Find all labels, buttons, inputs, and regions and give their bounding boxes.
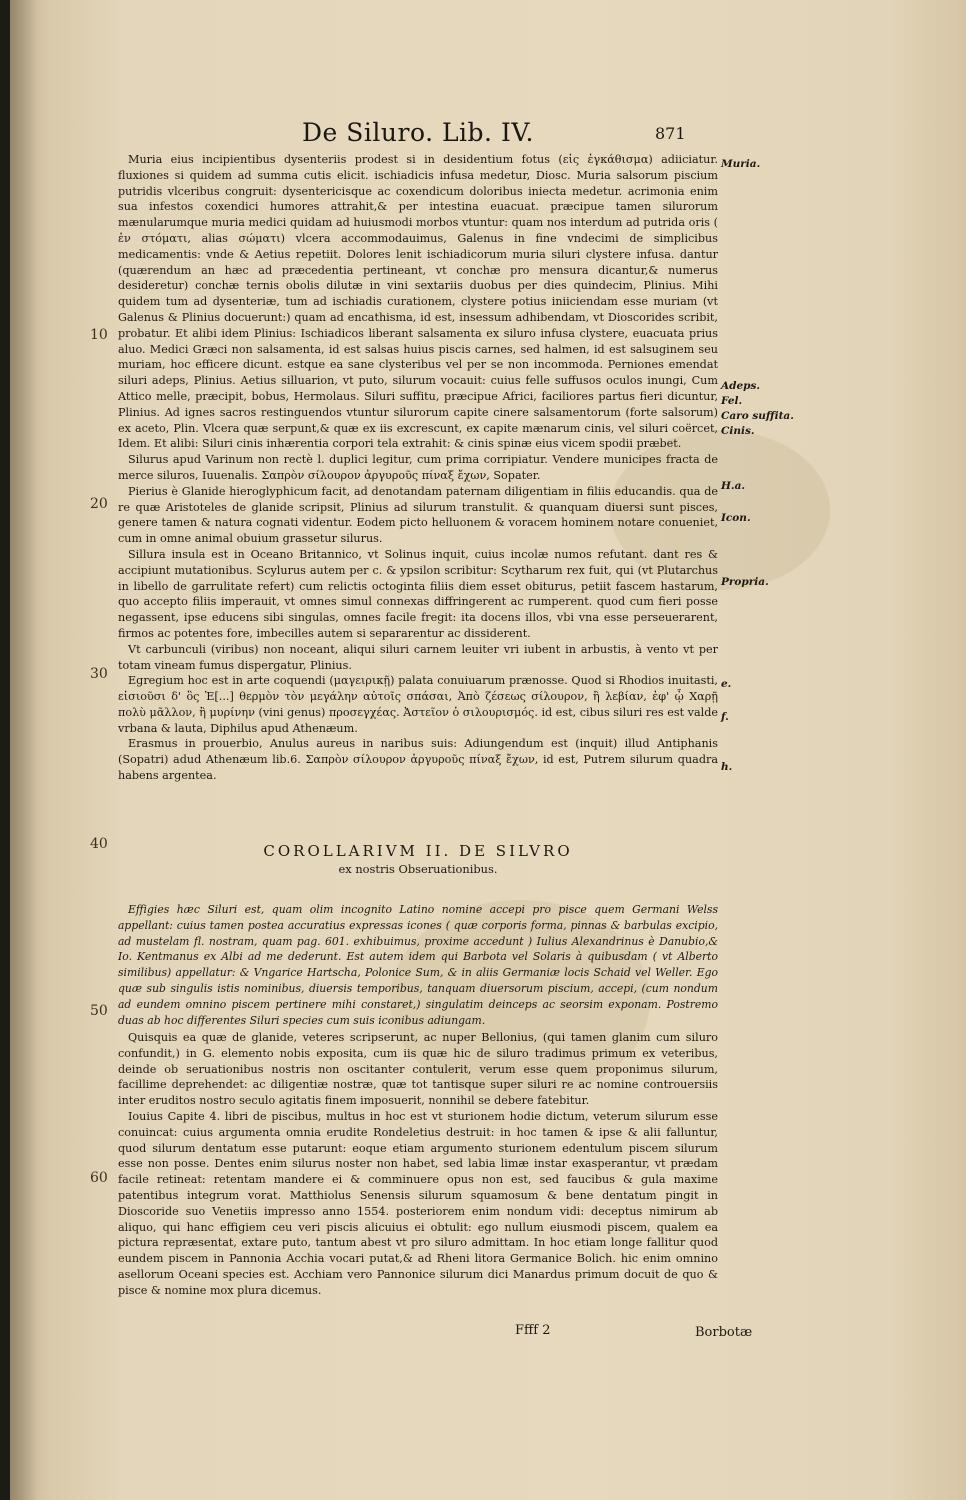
margin-note: Adeps. [721,380,761,392]
paragraph-egregium: Egregium hoc est in arte coquendi (μαγειρικῇ) palata conuiuarum prænosse. Quod si Rhodios inuitasti, εἰσιοῦσι δ' ὃς Ἐ[...] θερμὸν τὸν μεγάλην αὐτοῖς σπάσαι, Ἀπὸ ζέσεως σίλουρον, ἢ λεβίαν, ἐφ' ᾧ Χαρῇ πολὺ μᾶλλον, ἢ μυρίνην (vini genus) προσεγχέας. Ἀστεῖον ὁ σιλουρισμός. id est, cibus siluri res est valde vrbana & lauta, Diphilus apud Athenæum. [118,674,718,735]
observations-block [118,1030,718,1299]
paragraph-quisquis: Quisquis ea quæ de glanide, veteres scripserunt, ac nuper Bellonius, (qui tamen glanim cum siluro confundit,) in G. elemento nobis exposita, cum iis quæ hic de siluro tradimus primum ex veteribus, deinde ob seruationibus nostris non oscitanter contulerit, verum esse quem proponimus silurum, facillime deprehendet: ac diligentiæ nostræ, quæ tot tantisque super siluri re ac nomine controuersiis inter eruditos nostro seculo agitatis finem imposuerit, nonnihil se debere fatebitur. [118,1031,718,1108]
margin-note: H.a. [721,480,746,492]
margin-note: Propria. [721,576,769,588]
running-title: De Siluro. Lib. IV. [302,118,534,147]
page-header [10,118,966,148]
margin-note: Muria. [721,158,761,170]
main-text-block [118,152,718,784]
page-number: 871 [655,124,686,143]
signature-mark: Ffff 2 [515,1323,551,1338]
line-number: 40 [90,836,108,852]
line-number: 20 [90,496,108,512]
line-number: 60 [90,1170,108,1186]
margin-note: e. [721,678,732,690]
margin-note: h. [721,761,733,773]
margin-note: Caro suffita. [721,410,794,422]
margin-note: Cinis. [721,425,755,437]
paragraph-sillura: Sillura insula est in Oceano Britannico, vt Solinus inquit, cuius incolæ numos refutant. dant res & accipiunt mutationibus. Scylurus autem per c. & ypsilon scribitur: Scytharum rex fuit, qui (vt Plutarchus in libello de garrulitate refert) cum relictis octoginta filiis diem esset obiturus, petiit fascem hastarum, quo accepto filiis imperauit, vt omnes simul connexas diffringerent ac rumperent. quod cum fieri posse negassent, ipse educens sibi singulas, omnes facile fregit: ita docens illos, vbi vna esse perseuerarent, firmos ac potentes fore, imbecilles autem si separarentur ac dissiderent. [118,547,718,640]
margin-note: Fel. [721,395,743,407]
paragraph-iouius: Iouius Capite 4. libri de piscibus, multus in hoc est vt sturionem hodie dictum, veterum silurum esse conuincat: cuius argumenta omnia erudite Rondeletius destruit: in hoc tamen & ipse & alii falluntur, quod silurum dentatum esse putarunt: eoque etiam argumento sturionem edentulum piscem silurum esse non posse. Dentes enim silurus noster non habet, sed labia limæ instar exasperantur, vt prædam facile retineat: retentam mandere ei & comminuere opus non est, sed faucibus & gula maxime patentibus integrum vorat. Matthiolus Senensis silurum squamosum & bene dentatum pingit in Dioscoride suo Venetiis impresso anno 1554. posteriorem enim nondum vidi: deceptus nimirum ab aliquo, qui hanc effigiem ceu veri piscis alicuius ei obtulit: ego nullum eiusmodi piscem, qualem ea pictura repræsentat, extare puto, tantum abest vt pro siluro admittam. In hoc etiam longe fallitur quod eundem piscem in Pannonia Acchia vocari putat,& ad Rheni litora Germanice Bolich. hic enim omnino asellorum Oceani species est. Acchiam vero Pannonice silurum dici Manardus primum docuit de quo & pisce & nomine mox plura dicemus. [118,1109,718,1297]
line-number: 10 [90,327,108,343]
paragraph-muria: Muria eius incipientibus dysenteriis prodest si in desidentium fotus (εἰς ἐγκάθισμα) adiiciatur. fluxiones si quidem ad summa cutis elicit. ischiadicis infusa medetur, Diosc. Muria salsorum piscium putridis vlceribus congruit: dysentericisque ac coxendicum doloribus iniecta medetur. acrimonia enim sua infestos coxendici humores attrahit,& per intestina euacuat. præcipue tamen silurorum mænularumque muria medici quidam ad huiusmodi morbos vtuntur: quam nos interdum ad putrida oris ( ἐν στόματι, alias σώματι) vlcera accommodauimus, Galenus in fine vndecimi de simplicibus medicamentis: vnde & Aetius repetiit. Dolores lenit ischiadicorum muria siluri clystere infusa. dantur (quærendum an hæc ad præcedentia pertineant, vt conchæ pro mensura dicantur,& numerus desideretur) conchæ ternis obolis dilutæ in vini sextariis duobus per dies quindecim, Plinius. Mihi quidem tum ad dysenteriæ, tum ad ischiadis curationem, clystere potius iniiciendam esse muriam (vt Galenus & Plinius docuerunt:) quam ad encathisma, id est, insessum adhibendam, vt Dioscorides scribit, probatur. Et alibi idem Plinius: Ischiadicos liberant salsamenta ex siluro infusa clystere, euacuata prius aluo. Medici Græci non salsamenta, id est salsas huius piscis carnes, sed halmen, id est salsuginem seu muriam, hoc efficere dicunt. estque ea sane clysteribus vel per se non incommoda. Perniones emendat siluri adeps, Plinius. Aetius silluarion, vt puto, silurum vocauit: cuius felle suffusos oculos inungi, Cum Attico melle, præcipit, bobus, Hermolaus. Siluri suffitu, præcipue Africi, faciliores partus fieri dicuntur, Plinius. Ad ignes sacros restinguendos vtuntur silurorum capite cinere salsamentorum (forte salsorum) ex aceto, Plin. Vlcera quæ serpunt,& quæ ex iis excrescunt, ex capite mænarum cinis, vel siluri coërcet, Idem. Et alibi: Siluri cinis inhærentia corpori tela extrahit: & cinis spinæ eius vicem spodii præbet. [118,153,718,451]
corollary-title: COROLLARIVM II. DE SILVRO [263,842,573,860]
paragraph-varinus: Silurus apud Varinum non rectè l. duplici legitur, cum prima corripiatur. Vendere municipes fracta de merce siluros, Iuuenalis. Σαπρὸν σίλουρον ἀργυροῦς πίναξ ἔχων, Sopater. [118,453,718,482]
line-number: 50 [90,1003,108,1019]
paragraph-carbunculi: Vt carbunculi (viribus) non noceant, aliqui siluri carnem leuiter vri iubent in arbustis, à vento vt per totam vineam fumus dispergatur, Plinius. [118,642,718,672]
paragraph-erasmus: Erasmus in prouerbio, Anulus aureus in naribus suis: Adiungendum est (inquit) illud Antiphanis (Sopatri) adud Athenæum lib.6. Σαπρὸν σίλουρον ἀργυροῦς πίναξ ἔχων, id est, Putrem silurum quadra habens argentea. [118,737,718,783]
image-caption-block [118,902,718,1028]
catchword: Borbotæ [695,1325,753,1340]
image-caption: Effigies hæc Siluri est, quam olim incognito Latino nomine accepi pro pisce quem Germani Welss appellant: cuius tamen postea accuratius expressas icones ( quæ corporis forma, pinnas & barbulas excipio, ad mustelam fl. nostram, quam pag. 601. exhibuimus, proxime accedunt ) Iulius Alexandrinus è Danubio,& Io. Kentmanus ex Albi ad me dederunt. Est autem idem qui Barbota vel Solaris à quibusdam ( vt Alberto similibus) appellatur: & Vngarice Hartscha, Polonice Sum, & in aliis Germaniæ locis Schaid vel Weller. Ego quæ sub singulis istis nominibus, diuersis temporibus, tanquam diuersorum piscium, accepi, (cum nondum ad eundem omnino piscem pertinere mihi constaret,) singulatim deinceps ac seorsim exponam. Postremo duas ab hoc differentes Siluri species cum suis iconibus adiungam. [118,903,718,1027]
book-page [10,0,966,1500]
margin-note: Icon. [721,512,751,524]
line-number: 30 [90,666,108,682]
corollary-subtitle: ex nostris Obseruationibus. [338,862,498,876]
corollary-heading [118,842,718,876]
margin-note: f. [721,711,729,723]
paragraph-pierius: Pierius è Glanide hieroglyphicum facit, ad denotandam paternam diligentiam in filiis educandis. qua de re quæ Aristoteles de glanide scripsit, Plinius ad silurum transtulit. & quanquam diuersi sunt pisces, genere tamen & natura cognati videntur. Eodem picto helluonem & voracem hominem notare conueniet, cum in omne animal obuium grassetur silurus. [118,484,718,546]
